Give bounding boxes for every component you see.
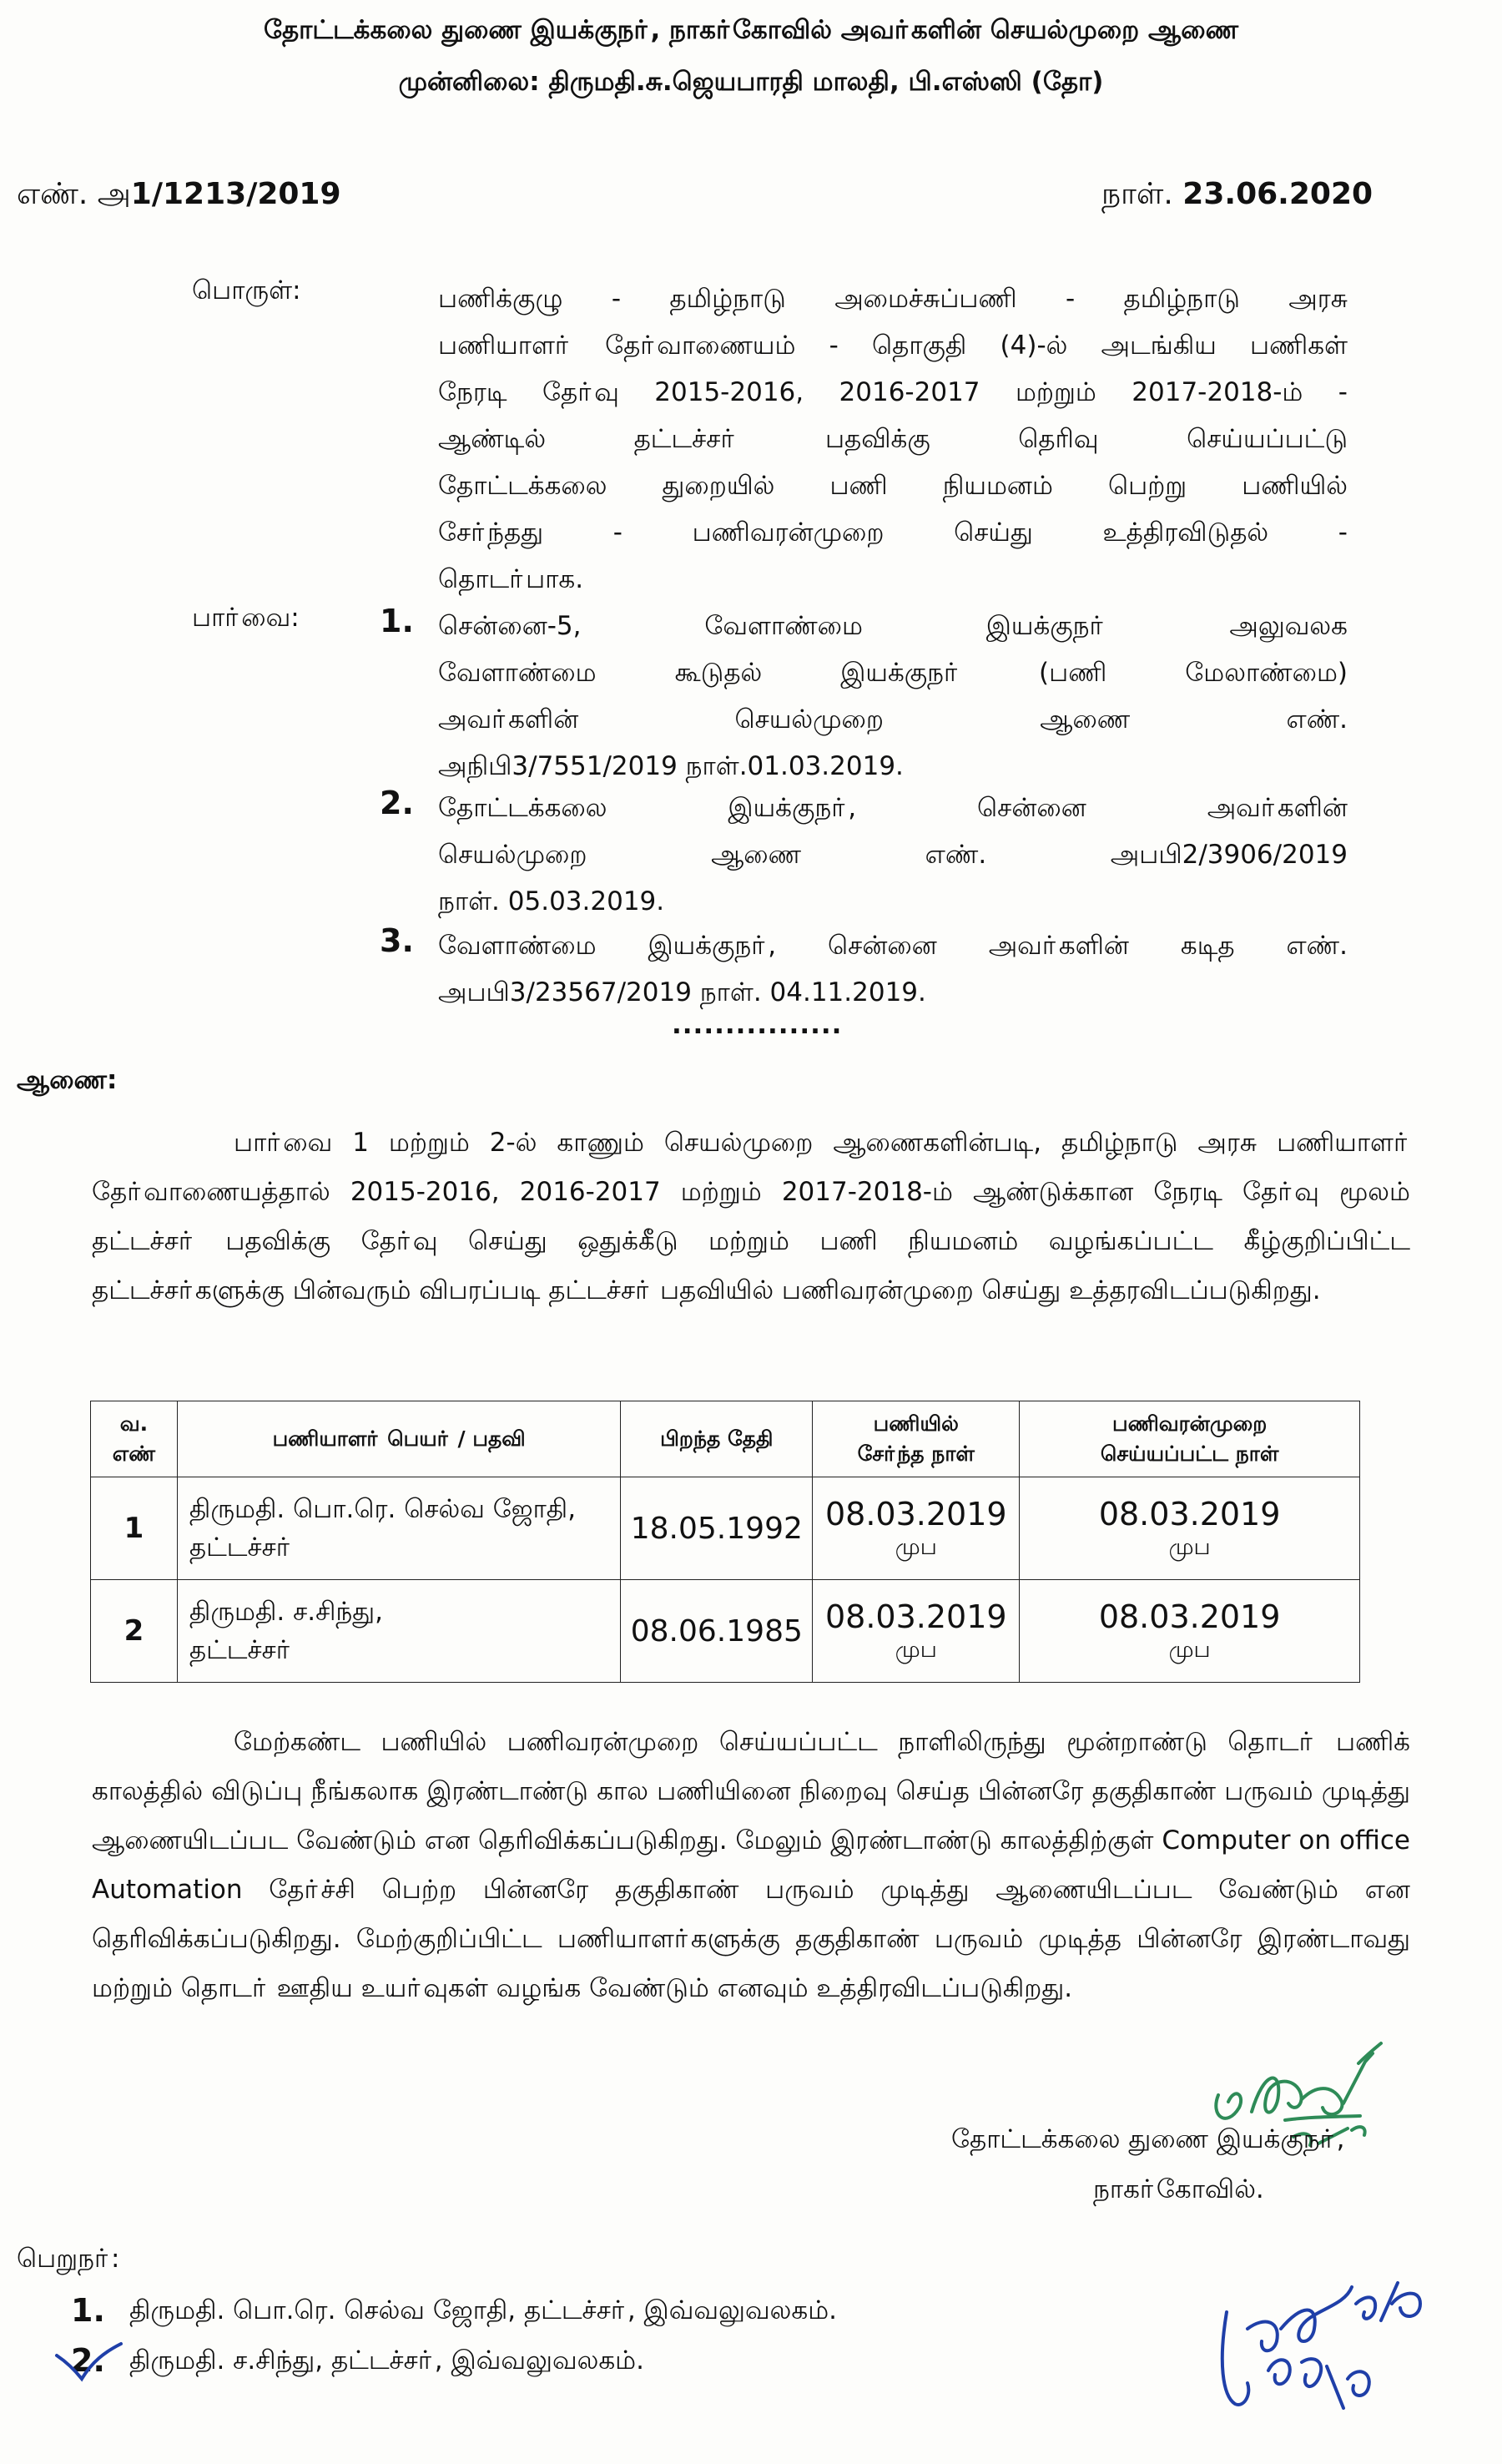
header-regularisation-line: செய்யப்பட்ட நாள் xyxy=(1100,1442,1279,1466)
recipient-1-number: 1. xyxy=(71,2292,105,2329)
joining-session: முப xyxy=(895,1637,937,1663)
header-serial xyxy=(91,1401,178,1477)
regularisation-date: 08.03.2019 xyxy=(1098,1496,1281,1532)
joining-date: 08.03.2019 xyxy=(824,1496,1007,1532)
subject-line: தொடா்பாக. xyxy=(438,564,584,594)
header-serial-line: எண் xyxy=(112,1442,156,1466)
joining-session: முப xyxy=(895,1534,937,1560)
cell-joining-date xyxy=(813,1580,1020,1683)
order-label: ஆணை: xyxy=(17,1065,118,1095)
reference-3 xyxy=(438,922,1348,1016)
reference-number-value: 1/1213/2019 xyxy=(130,177,341,211)
order-paragraph-2: மேற்கண்ட பணியில் பணிவரன்முறை செய்யப்பட்ட நாளிலிருந்து மூன்றாண்டு தொடா் பணிக் காலத்தில் விடுப்பு நீங்கலாக இரண்டாண்டு கால பணியினை நிறைவு செய்த பின்னரே தகுதிகாண் பருவம் முடித்து ஆணையிடப்பட வேண்டும் என தெரிவிக்கப்படுகிறது. மேலும் இரண்டாண்டு காலத்திற்குள் Computer on office Automation தோ்ச்சி பெற்ற பின்னரே தகுதிகாண் பருவம் முடித்து ஆணையிடப்பட வேண்டும் என தெரிவிக்கப்படுகிறது. மேற்குறிப்பிட்ட பணியாளா்களுக்கு தகுதிகாண் பருவம் முடித்த பின்னரே இரண்டாவது மற்றும் தொடா் ஊதிய உயா்வுகள் வழங்க வேண்டும் எனவும் உத்திரவிடப்படுகிறது. xyxy=(92,1727,1410,2003)
reference-1 xyxy=(438,603,1348,790)
blue-tick-icon xyxy=(50,2337,125,2387)
references-label: பாா்வை: xyxy=(192,603,300,633)
subject-label: பொருள்: xyxy=(192,275,301,305)
reference-line: அவா்களின் செயல்முறை ஆணை எண். xyxy=(438,704,1348,735)
order-paragraph-1: பாா்வை 1 மற்றும் 2-ல் காணும் செயல்முறை ஆணைகளின்படி, தமிழ்நாடு அரசு பணியாளா் தோ்வாணையத்தால் 2015-2016, 2016-2017 மற்றும் 2017-2018-ம் ஆண்டுக்கான நேரடி தோ்வு மூலம் தட்டச்சா் பதவிக்கு தோ்வு செய்து ஒதுக்கீடு மற்றும் பணி நியமனம் வழங்கப்பட்ட கீழ்குறிப்பிட்ட தட்டச்சா்களுக்கு பின்வரும் விபரப்படி தட்டச்சா் பதவியில் பணிவரன்முறை செய்து உத்தரவிடப்படுகிறது. xyxy=(92,1128,1410,1305)
header-dob: பிறந்த தேதி xyxy=(621,1401,813,1477)
presence-line: முன்னிலை: திருமதி.சு.ஜெயபாரதி மாலதி, பி.எஸ்ஸி (தோ) xyxy=(398,67,1104,97)
header-serial-line: வ. xyxy=(119,1411,149,1436)
reference-1-number: 1. xyxy=(380,603,414,639)
cell-regularisation-date xyxy=(1020,1477,1360,1580)
signatory-place: நாகா்கோவில். xyxy=(1093,2174,1264,2204)
regularisation-session: முப xyxy=(1168,1637,1211,1663)
cell-serial: 2 xyxy=(91,1580,178,1683)
reference-2-number: 2. xyxy=(380,785,414,821)
recipient-2-number: 2. xyxy=(71,2342,105,2379)
reference-line: அநிபி3/7551/2019 நாள்.01.03.2019. xyxy=(438,751,904,781)
subject-line: பணியாளா் தோ்வாணையம் - தொகுதி (4)-ல் அடங்கிய பணிகள் xyxy=(438,331,1348,361)
cell-serial: 1 xyxy=(91,1477,178,1580)
table-row xyxy=(91,1580,1360,1683)
reference-line: தோட்டக்கலை இயக்குநா், சென்னை அவா்களின் xyxy=(438,793,1348,823)
separator-dots: ................ xyxy=(672,1010,843,1040)
cell-joining-date xyxy=(813,1477,1020,1580)
subject-line: நேரடி தோ்வு 2015-2016, 2016-2017 மற்றும் 2017-2018-ம் - xyxy=(438,377,1348,407)
reference-number-label: எண். அ xyxy=(17,177,131,211)
employee-post: தட்டச்சா் xyxy=(189,1635,293,1665)
subject-line: தோட்டக்கலை துறையில் பணி நியமனம் பெற்று பணியில் xyxy=(438,471,1348,501)
cell-dob: 18.05.1992 xyxy=(621,1477,813,1580)
subject-line: ஆண்டில் தட்டச்சா் பதவிக்கு தெரிவு செய்யப்பட்டு xyxy=(438,424,1348,454)
regularisation-date: 08.03.2019 xyxy=(1098,1598,1281,1635)
reference-3-number: 3. xyxy=(380,922,414,959)
reference-line: செயல்முறை ஆணை எண். அபபி2/3906/2019 xyxy=(438,840,1348,870)
cell-employee xyxy=(177,1477,620,1580)
reference-line: சென்னை-5, வேளாண்மை இயக்குநா் அலுவலக xyxy=(438,611,1348,641)
reference-line: நாள். 05.03.2019. xyxy=(438,886,665,916)
header-joining-line: பணியில் xyxy=(873,1411,959,1436)
cell-regularisation-date xyxy=(1020,1580,1360,1683)
order-title: தோட்டக்கலை துணை இயக்குநா், நாகா்கோவில் அவா்களின் செயல்முறை ஆணை xyxy=(263,15,1239,45)
recipient-1: திருமதி. பொ.ரெ. செல்வ ஜோதி, தட்டச்சா், இவ்வலுவலகம். xyxy=(129,2295,838,2325)
header-regularisation-date xyxy=(1020,1401,1360,1477)
blue-handwritten-acknowledgement xyxy=(1202,2270,1435,2437)
subject-text xyxy=(438,275,1348,603)
reference-2 xyxy=(438,785,1348,925)
table-header-row xyxy=(91,1401,1360,1477)
employee-post: தட்டச்சா் xyxy=(189,1532,293,1563)
cell-employee xyxy=(177,1580,620,1683)
reference-line: வேளாண்மை கூடுதல் இயக்குநா் (பணி மேலாண்மை) xyxy=(438,658,1348,688)
header-joining-date xyxy=(813,1401,1020,1477)
regularisation-table xyxy=(90,1401,1360,1683)
order-date-label: நாள். xyxy=(1101,177,1173,211)
reference-line: வேளாண்மை இயக்குநா், சென்னை அவா்களின் கடித எண். xyxy=(438,931,1348,961)
employee-name: திருமதி. பொ.ரெ. செல்வ ஜோதி, xyxy=(189,1494,577,1524)
joining-date: 08.03.2019 xyxy=(824,1598,1007,1635)
header-regularisation-line: பணிவரன்முறை xyxy=(1111,1411,1268,1436)
regularisation-session: முப xyxy=(1168,1534,1211,1560)
table-row xyxy=(91,1477,1360,1580)
employee-name: திருமதி. ச.சிந்து, xyxy=(189,1597,384,1627)
recipients-label: பெறுநா்: xyxy=(17,2244,120,2274)
header-joining-line: சோ்ந்த நாள் xyxy=(857,1442,975,1466)
cell-dob: 08.06.1985 xyxy=(621,1580,813,1683)
subject-line: பணிக்குழு - தமிழ்நாடு அமைச்சுப்பணி - தமிழ்நாடு அரசு xyxy=(438,284,1348,314)
reference-number xyxy=(17,177,341,215)
signatory-designation: தோட்டக்கலை துணை இயக்குநா், xyxy=(951,2124,1345,2154)
order-date-value: 23.06.2020 xyxy=(1182,177,1373,211)
subject-line: சோ்ந்தது - பணிவரன்முறை செய்து உத்திரவிடுதல் - xyxy=(438,518,1348,548)
reference-line: அபபி3/23567/2019 நாள். 04.11.2019. xyxy=(438,977,926,1007)
recipient-2: திருமதி. ச.சிந்து, தட்டச்சா், இவ்வலுவலகம். xyxy=(129,2345,644,2376)
order-date xyxy=(1101,177,1373,215)
header-name: பணியாளா் பெயா் / பதவி xyxy=(177,1401,620,1477)
